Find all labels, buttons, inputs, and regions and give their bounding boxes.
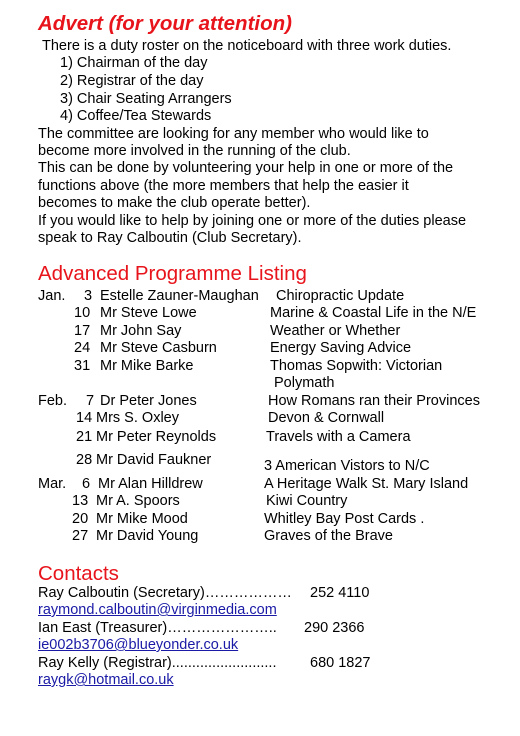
duty-item: 1) Chairman of the day: [60, 55, 208, 71]
contact-email-link[interactable]: raymond.calboutin@virginmedia.com: [38, 602, 277, 618]
event-day: 10: [74, 305, 91, 321]
event-day: 17: [74, 323, 91, 339]
event-topic: A Heritage Walk St. Mary Island: [264, 476, 469, 492]
event-speaker: Mr Mike Barke: [100, 358, 194, 374]
duty-item: 4) Coffee/Tea Stewards: [60, 108, 212, 124]
advert-heading: Advert (for your attention): [38, 12, 292, 35]
event-day: 31: [74, 358, 91, 374]
event-day: 3: [84, 288, 93, 304]
paragraph-line: This can be done by volunteering your help in one or more of the: [38, 160, 454, 176]
event-speaker: Mrs S. Oxley: [96, 410, 179, 426]
paragraph-line: become more involved in the running of the club.: [38, 143, 351, 159]
event-speaker: Mr David Young: [96, 528, 199, 544]
event-topic: Marine & Coastal Life in the N/E: [270, 305, 477, 321]
paragraph-line: The committee are looking for any member who would like to: [38, 126, 429, 142]
event-day: 24: [74, 340, 91, 356]
programme-heading: Advanced Programme Listing: [38, 262, 307, 285]
paragraph-line: If you would like to help by joining one or more of the duties please: [38, 213, 467, 229]
month-label: Mar.: [38, 476, 67, 492]
event-topic-continued: Polymath: [274, 375, 335, 391]
contact-phone: 680 1827: [310, 655, 371, 671]
event-day: 20: [72, 511, 89, 527]
event-topic: Energy Saving Advice: [270, 340, 412, 356]
paragraph-line: speak to Ray Calboutin (Club Secretary).: [38, 230, 302, 246]
event-speaker: Dr Peter Jones: [100, 393, 197, 409]
event-speaker: Mr Peter Reynolds: [96, 429, 217, 445]
event-day: 28: [76, 452, 93, 468]
event-topic: Devon & Cornwall: [268, 410, 385, 426]
duty-item: 2) Registrar of the day: [60, 73, 204, 89]
event-speaker: Estelle Zauner-Maughan: [100, 288, 259, 304]
event-topic: How Romans ran their Provinces: [268, 393, 480, 409]
contact-phone: 290 2366: [304, 620, 365, 636]
contact-name: Ray Kelly (Registrar)..........................: [38, 655, 277, 671]
event-topic: Graves of the Brave: [264, 528, 393, 544]
event-speaker: Mr Steve Casburn: [100, 340, 217, 356]
contact-email-link[interactable]: raygk@hotmail.co.uk: [38, 672, 174, 688]
event-day: 7: [86, 393, 95, 409]
event-speaker: Mr Steve Lowe: [100, 305, 197, 321]
month-label: Jan.: [38, 288, 66, 304]
event-topic: Whitley Bay Post Cards .: [264, 511, 425, 527]
contacts-heading: Contacts: [38, 562, 119, 585]
paragraph-line: becomes to make the club operate better).: [38, 195, 311, 211]
event-day: 21: [76, 429, 93, 445]
event-topic: 3 American Vistors to N/C: [264, 458, 430, 474]
event-day: 14: [76, 410, 93, 426]
event-topic: Travels with a Camera: [266, 429, 411, 445]
event-day: 13: [72, 493, 89, 509]
duty-item: 3) Chair Seating Arrangers: [60, 91, 232, 107]
event-topic: Chiropractic Update: [276, 288, 405, 304]
advert-intro: There is a duty roster on the noticeboard with three work duties.: [42, 38, 452, 54]
event-speaker: Mr Alan Hilldrew: [98, 476, 203, 492]
month-label: Feb.: [38, 393, 68, 409]
event-speaker: Mr David Faukner: [96, 452, 212, 468]
event-day: 6: [82, 476, 91, 492]
paragraph-line: functions above (the more members that help the easier it: [38, 178, 409, 194]
event-topic: Thomas Sopwith: Victorian: [270, 358, 443, 374]
contact-name: Ray Calboutin (Secretary)………………: [38, 585, 292, 601]
event-speaker: Mr Mike Mood: [96, 511, 188, 527]
contact-email-link[interactable]: ie002b3706@blueyonder.co.uk: [38, 637, 239, 653]
event-speaker: Mr A. Spoors: [96, 493, 180, 509]
event-topic: Kiwi Country: [266, 493, 348, 509]
event-topic: Weather or Whether: [270, 323, 401, 339]
contact-name: Ian East (Treasurer)…………………..: [38, 620, 277, 636]
contact-phone: 252 4110: [310, 585, 370, 601]
event-day: 27: [72, 528, 89, 544]
event-speaker: Mr John Say: [100, 323, 182, 339]
